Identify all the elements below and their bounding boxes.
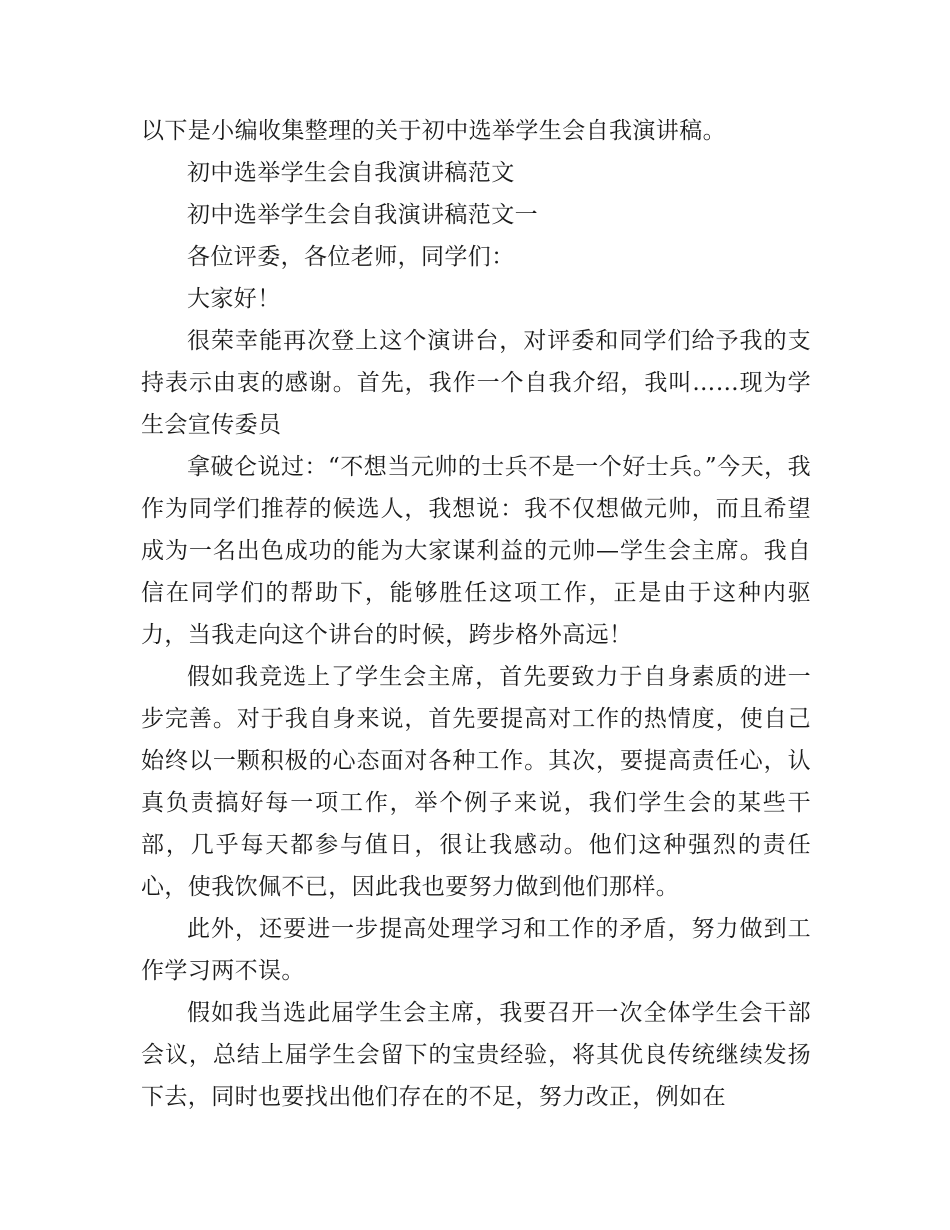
body-paragraph: 拿破仑说过：“不想当元帅的士兵不是一个好士兵。”今天，我作为同学们推荐的候选人，我想说：我不仅想做元帅，而且希望成为一名出色成功的能为大家谋利益的元帅—学生会主席。我自信在同学们的帮助下，能够胜任这项工作，正是由于这种内驱力，当我走向这个讲台的时候，跨步格外高远！ (141, 454, 811, 648)
greeting-paragraph: 大家好！ (187, 286, 281, 312)
salutation-paragraph: 各位评委，各位老师，同学们： (187, 244, 515, 270)
body-paragraph: 假如我当选此届学生会主席，我要召开一次全体学生会干部会议，总结上届学生会留下的宝贵经验，将其优良传统继续发扬下去，同时也要找出他们存在的不足，努力改正，例如在 (141, 1000, 811, 1110)
heading-speech-samples: 初中选举学生会自我演讲稿范文 (187, 160, 515, 186)
body-paragraph: 此外，还要进一步提高处理学习和工作的矛盾，努力做到工作学习两不误。 (141, 916, 811, 984)
body-paragraph: 很荣幸能再次登上这个演讲台，对评委和同学们给予我的支持表示由衷的感谢。首先，我作一个自我介绍，我叫……现为学生会宣传委员 (141, 328, 811, 438)
heading-speech-sample-one: 初中选举学生会自我演讲稿范文一 (187, 202, 538, 228)
intro-paragraph: 以下是小编收集整理的关于初中选举学生会自我演讲稿。 (141, 118, 726, 144)
body-paragraph: 假如我竞选上了学生会主席，首先要致力于自身素质的进一步完善。对于我自身来说，首先要提高对工作的热情度，使自己始终以一颗积极的心态面对各种工作。其次，要提高责任心，认真负责搞好每一项工作，举个例子来说，我们学生会的某些干部，几乎每天都参与值日，很让我感动。他们这种强烈的责任心，使我饮佩不已，因此我也要努力做到他们那样。 (141, 664, 811, 900)
document-page (141, 110, 811, 1118)
